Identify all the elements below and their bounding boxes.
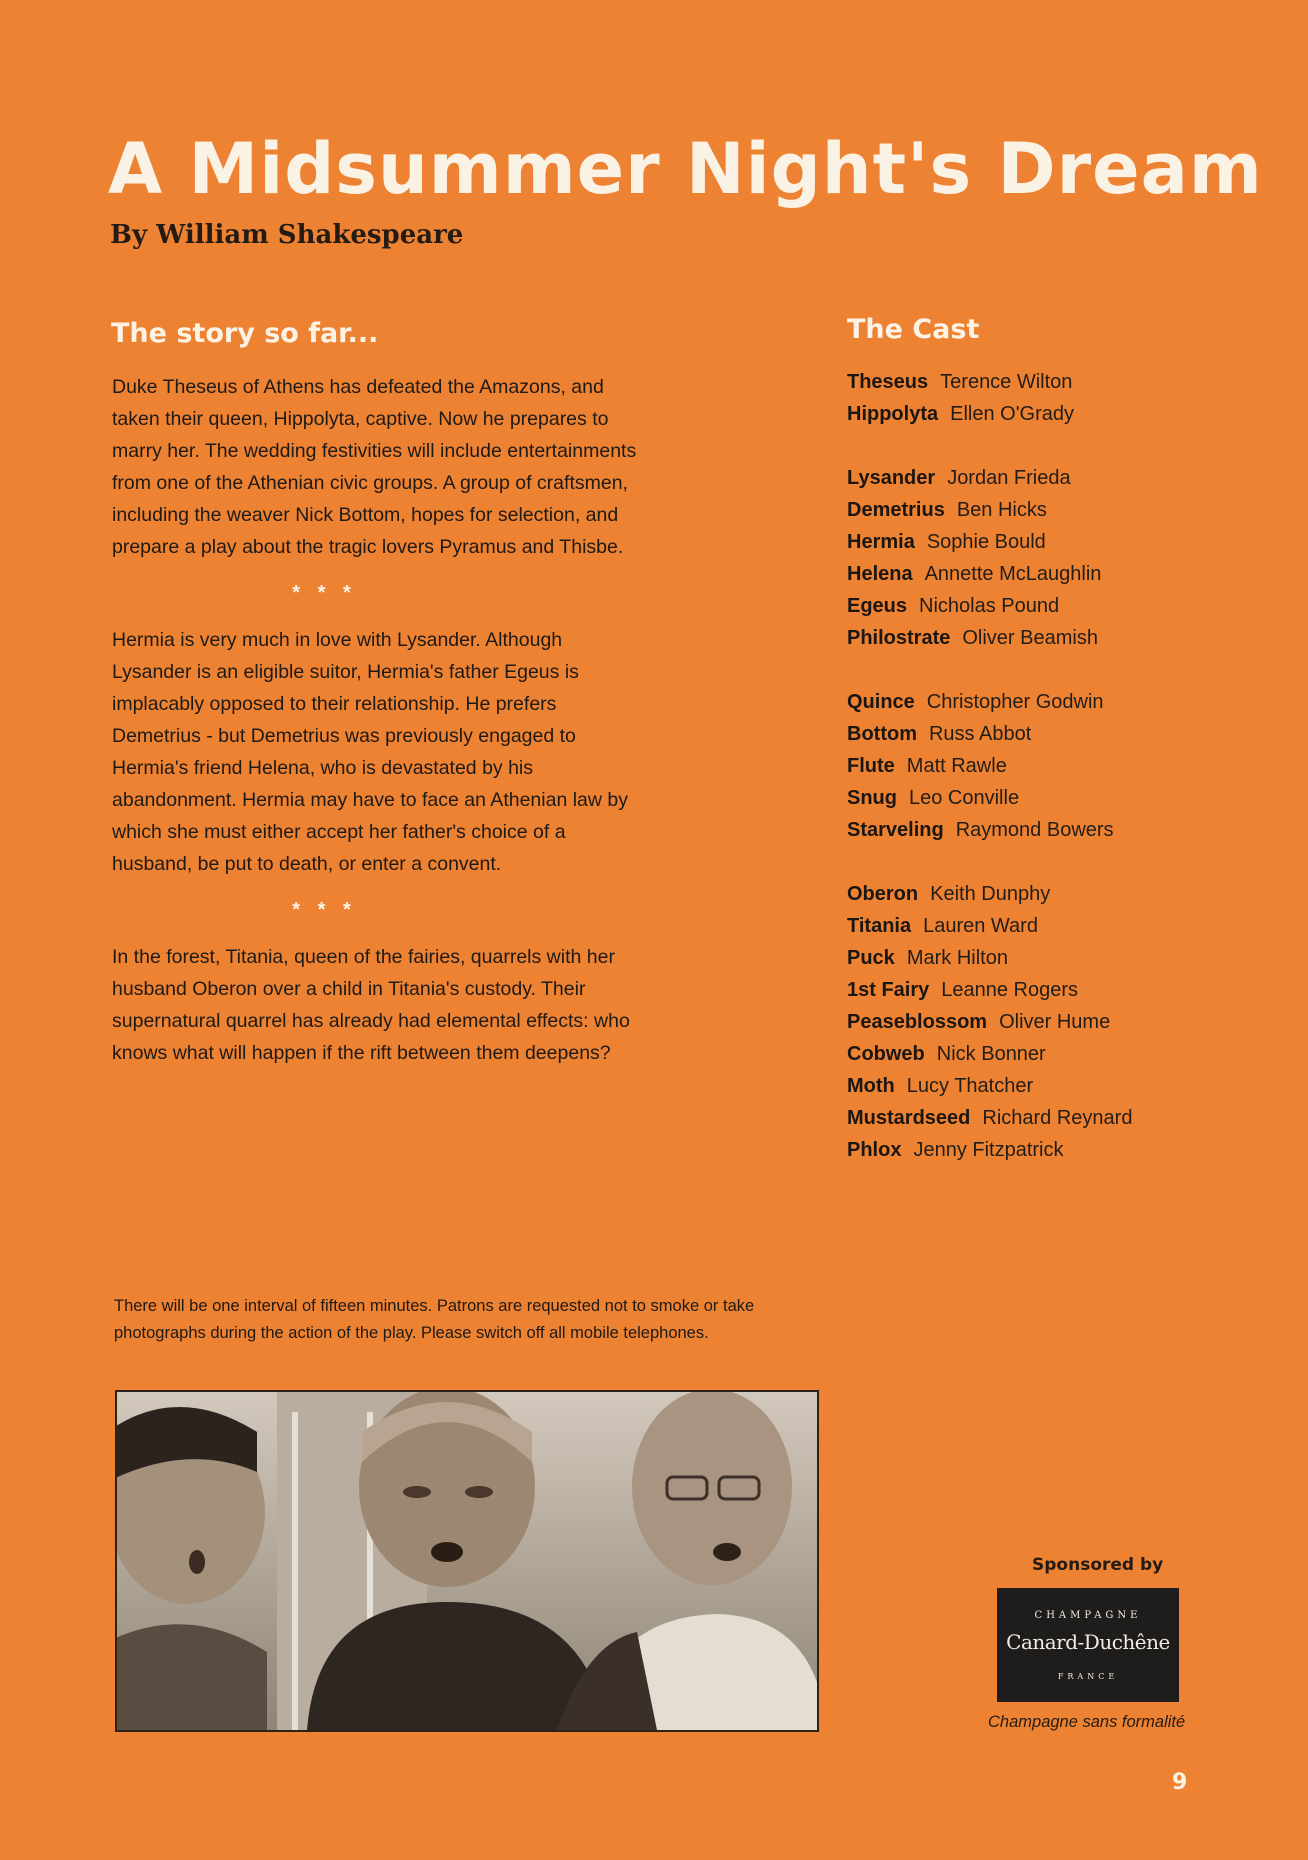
cast-role: Demetrius [847,499,945,521]
cast-actor: Nicholas Pound [919,595,1060,617]
page-title: A Midsummer Night's Dream [108,128,1263,210]
cast-row [847,1134,1287,1166]
sponsor-tagline: Champagne sans formalité [988,1713,1186,1731]
cast-actor: Terence Wilton [940,371,1073,393]
cast-actor: Christopher Godwin [926,691,1104,713]
sponsor-logo-bottom: FRANCE [1057,1672,1119,1681]
story-body [112,371,642,1069]
page-number: 9 [1172,1770,1188,1795]
cast-heading: The Cast [847,314,980,345]
cast-actor: Jordan Frieda [947,467,1071,489]
story-heading: The story so far... [111,318,379,349]
cast-actor: Jenny Fitzpatrick [913,1139,1064,1161]
cast-group [847,366,1287,430]
cast-role: Hermia [847,531,915,553]
cast-group [847,878,1287,1166]
cast-row [847,398,1287,430]
cast-group [847,686,1287,846]
cast-group [847,462,1287,654]
cast-actor: Oliver Hume [999,1011,1111,1033]
cast-role: Flute [847,755,895,777]
story-paragraph: Duke Theseus of Athens has defeated the Amazons, and taken their queen, Hippolyta, captive. Now he prepares to marry her. The wedding festivities will include entertainments from one of the Athenian civic groups. A group of craftsmen, including the weaver Nick Bottom, hopes for selection, and prepare a play about the tragic lovers Pyramus and Thisbe. [112,376,637,558]
cast-role: Quince [847,691,915,713]
cast-role: Lysander [847,467,936,489]
cast-row [847,1070,1287,1102]
cast-actor: Matt Rawle [906,755,1007,777]
byline: By William Shakespeare [110,220,464,250]
cast-role: Hippolyta [847,403,939,425]
cast-row [847,750,1287,782]
story-paragraph: Hermia is very much in love with Lysander. Although Lysander is an eligible suitor, Hermia's father Egeus is implacably opposed to their relationship. He prefers Demetrius - but Demetrius was previously engaged to Hermia's friend Helena, who is devastated by his abandonment. Hermia may have to face an Athenian law by which she must either accept her father's choice of a husband, be put to death, or enter a convent. [112,629,628,875]
cast-role: Mustardseed [847,1107,971,1129]
cast-role: Bottom [847,723,917,745]
cast-row [847,1038,1287,1070]
cast-row [847,1102,1287,1134]
cast-row [847,590,1287,622]
cast-actor: Oliver Beamish [962,627,1098,649]
section-separator: * * * [292,582,357,604]
cast-row [847,366,1287,398]
cast-row [847,686,1287,718]
rehearsal-photo-illustration [117,1392,817,1730]
sponsor-logo-name: Canard-Duchêne [1006,1630,1170,1654]
interval-notice: There will be one interval of fifteen minutes. Patrons are requested not to smoke or take photographs during the action of the play. Please switch off all mobile telephones. [114,1297,755,1342]
cast-row [847,462,1287,494]
cast-role: Snug [847,787,897,809]
cast-actor: Lucy Thatcher [906,1075,1034,1097]
cast-role: Titania [847,915,912,937]
cast-role: Puck [847,947,895,969]
cast-row [847,974,1287,1006]
cast-row [847,942,1287,974]
cast-row [847,494,1287,526]
cast-row [847,878,1287,910]
cast-role: Moth [847,1075,895,1097]
cast-actor: Russ Abbot [928,723,1032,745]
cast-actor: Richard Reynard [982,1107,1133,1129]
cast-actor: Sophie Bould [926,531,1046,553]
cast-list [847,366,1287,1198]
sponsor-label: Sponsored by [1032,1555,1164,1575]
cast-actor: Annette McLaughlin [924,563,1102,585]
cast-role: Philostrate [847,627,951,649]
cast-role: Theseus [847,371,929,393]
cast-role: Helena [847,563,913,585]
cast-row [847,622,1287,654]
cast-actor: Mark Hilton [906,947,1008,969]
cast-role: Cobweb [847,1043,925,1065]
cast-actor: Raymond Bowers [955,819,1114,841]
sponsor-logo-top: CHAMPAGNE [1034,1610,1142,1621]
cast-row [847,558,1287,590]
cast-actor: Ben Hicks [956,499,1047,521]
cast-actor: Nick Bonner [936,1043,1046,1065]
cast-row [847,1006,1287,1038]
cast-role: Phlox [847,1139,902,1161]
cast-actor: Keith Dunphy [930,883,1051,905]
cast-actor: Ellen O'Grady [950,403,1074,425]
cast-row [847,718,1287,750]
cast-row [847,782,1287,814]
cast-role: 1st Fairy [847,979,930,1001]
cast-role: Peaseblossom [847,1011,988,1033]
cast-actor: Lauren Ward [923,915,1038,937]
cast-role: Oberon [847,883,919,905]
story-paragraph: In the forest, Titania, queen of the fairies, quarrels with her husband Oberon over a child in Titania's custody. Their supernatural quarrel has already had elemental effects: who knows what will happen if the rift between them deepens? [112,946,630,1064]
cast-role: Starveling [847,819,944,841]
cast-actor: Leo Conville [909,787,1020,809]
cast-row [847,910,1287,942]
cast-role: Egeus [847,595,908,617]
rehearsal-photo [115,1390,819,1732]
cast-actor: Leanne Rogers [941,979,1079,1001]
section-separator: * * * [292,899,357,921]
cast-row [847,526,1287,558]
sponsor-logo [997,1588,1179,1702]
cast-row [847,814,1287,846]
